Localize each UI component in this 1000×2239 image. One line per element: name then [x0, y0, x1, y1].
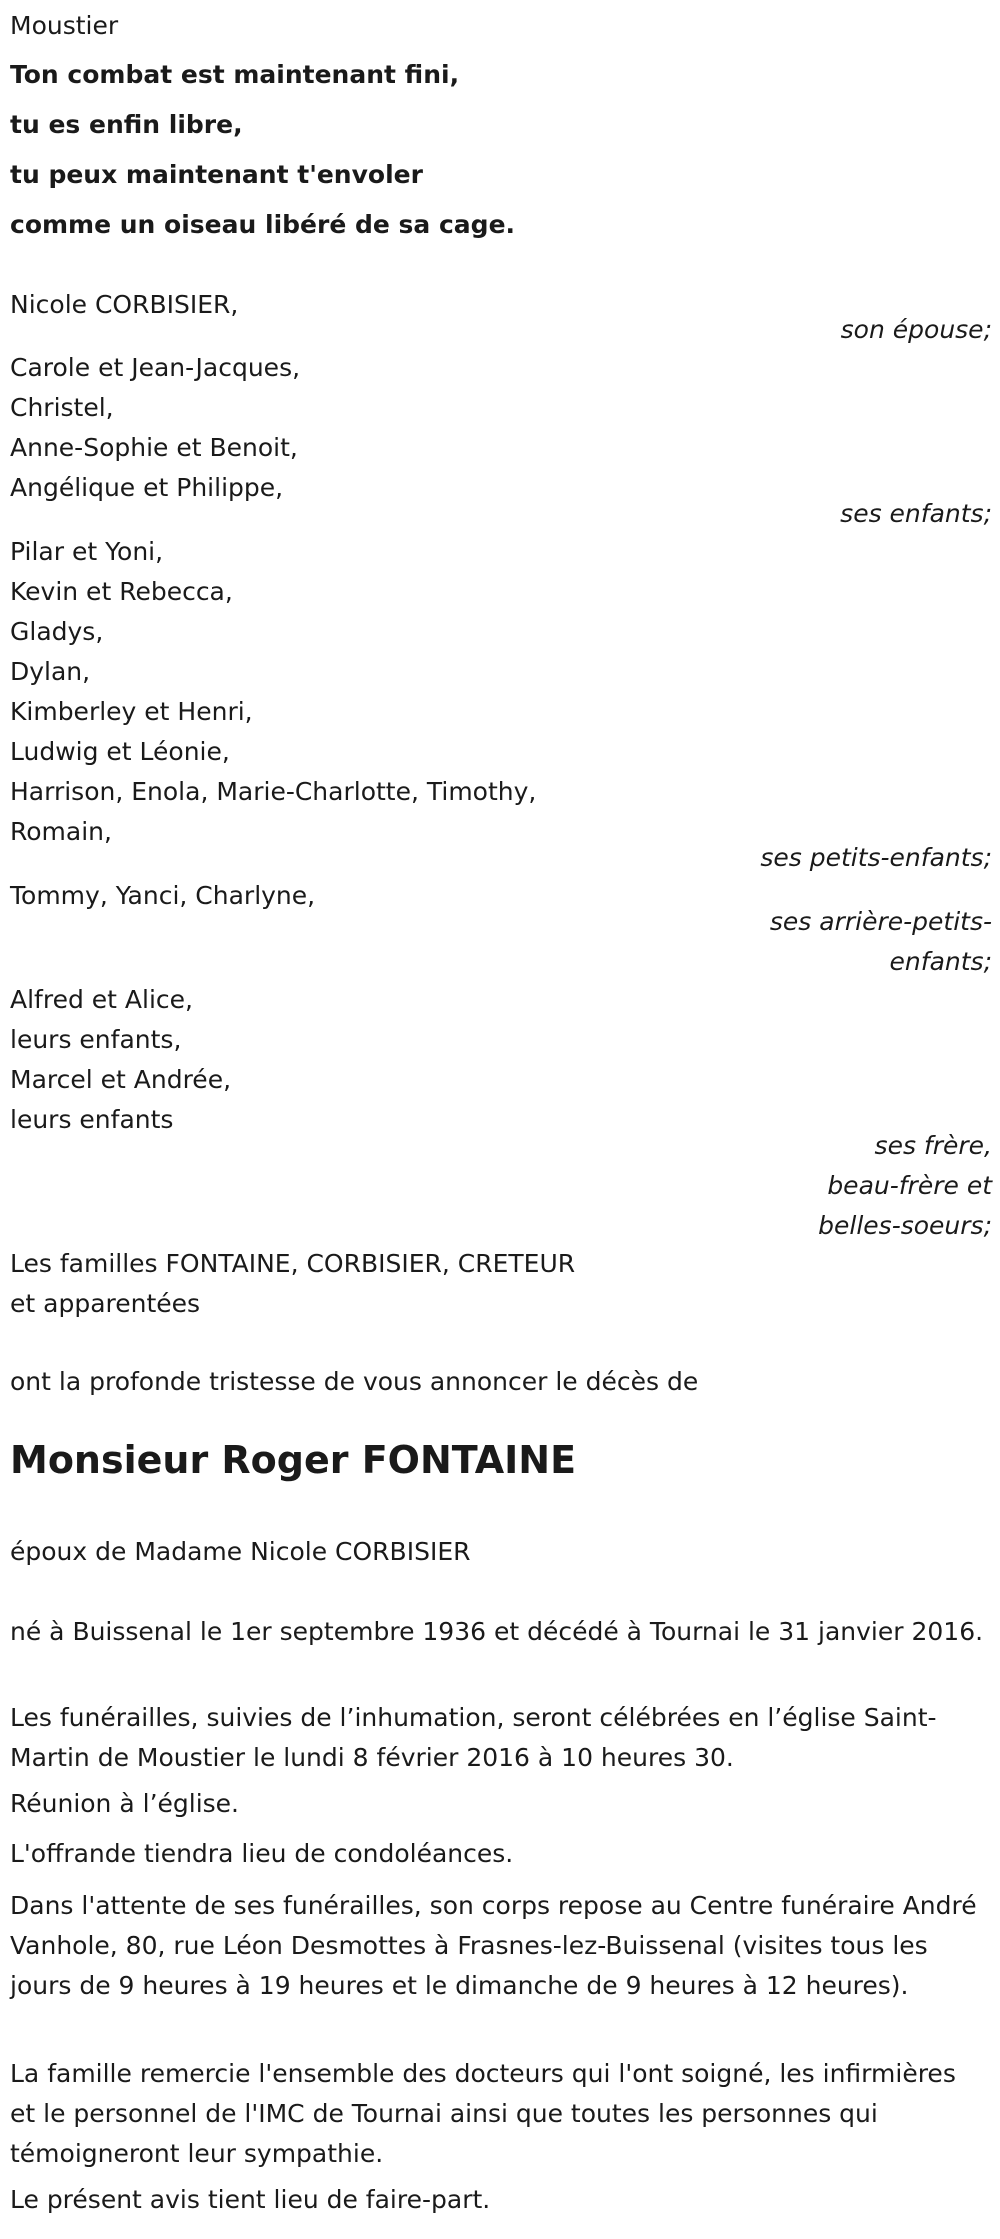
detail-birth-death: né à Buissenal le 1er septembre 1936 et décédé à Tournai le 31 janvier 2016.	[10, 1617, 984, 1646]
great-grandchild-name: Tommy, Yanci, Charlyne,	[10, 881, 316, 910]
detail-meeting: Réunion à l’église.	[10, 1789, 240, 1818]
siblings-relation: ses frère,	[874, 1131, 992, 1160]
spouse-relation: son épouse;	[840, 315, 992, 344]
deceased-name: Monsieur Roger FONTAINE	[10, 1438, 577, 1482]
announcement: ont la profonde tristesse de vous annoncer le décès de	[10, 1367, 699, 1396]
sibling-name: leurs enfants	[10, 1105, 174, 1134]
grandchild-name: Pilar et Yoni,	[10, 537, 164, 566]
poem-line: comme un oiseau libéré de sa cage.	[10, 210, 516, 239]
child-name: Carole et Jean-Jacques,	[10, 353, 301, 382]
spouse-name: Nicole CORBISIER,	[10, 290, 239, 319]
detail-funeral: Les funérailles, suivies de l’inhumation, seront célébrées en l’église Saint-Martin de Moustier le lundi 8 février 2016 à 10 heures 30.	[10, 1703, 937, 1772]
grandchild-name: Harrison, Enola, Marie-Charlotte, Timothy,	[10, 777, 537, 806]
child-name: Christel,	[10, 393, 114, 422]
poem-line: Ton combat est maintenant fini,	[10, 60, 460, 89]
grandchildren-relation: ses petits-enfants;	[760, 843, 992, 872]
detail-offering: L'offrande tiendra lieu de condoléances.	[10, 1839, 514, 1868]
sibling-name: Alfred et Alice,	[10, 985, 193, 1014]
grandchild-name: Gladys,	[10, 617, 104, 646]
detail-repose: Dans l'attente de ses funérailles, son corps repose au Centre funéraire André Vanhole, 80, rue Léon Desmottes à Frasnes-lez-Buissenal (visites tous les jours de 9 heures à 19 heures et le dimanche de 9 heures à 12 heures).	[10, 1891, 977, 2000]
grandchild-name: Kevin et Rebecca,	[10, 577, 233, 606]
sibling-name: Marcel et Andrée,	[10, 1065, 232, 1094]
poem-line: tu es enfin libre,	[10, 110, 243, 139]
sibling-name: leurs enfants,	[10, 1025, 182, 1054]
town-name: Moustier	[10, 11, 119, 40]
great-grandchildren-relation: enfants;	[889, 947, 992, 976]
grandchild-name: Romain,	[10, 817, 112, 846]
child-name: Angélique et Philippe,	[10, 473, 284, 502]
siblings-relation: beau-frère et	[827, 1171, 992, 1200]
children-relation: ses enfants;	[840, 499, 992, 528]
detail-thanks: La famille remercie l'ensemble des docteurs qui l'ont soigné, les infirmières et le personnel de l'IMC de Tournai ainsi que toutes les personnes qui témoigneront leur sympathie.	[10, 2059, 956, 2168]
siblings-relation: belles-soeurs;	[818, 1211, 992, 1240]
child-name: Anne-Sophie et Benoit,	[10, 433, 298, 462]
grandchild-name: Kimberley et Henri,	[10, 697, 253, 726]
deceased-spouse: époux de Madame Nicole CORBISIER	[10, 1537, 471, 1566]
great-grandchildren-relation: ses arrière-petits-	[769, 907, 992, 936]
grandchild-name: Dylan,	[10, 657, 91, 686]
poem-line: tu peux maintenant t'envoler	[10, 160, 423, 189]
grandchild-name: Ludwig et Léonie,	[10, 737, 230, 766]
families-line: et apparentées	[10, 1289, 201, 1318]
detail-notice: Le présent avis tient lieu de faire-part.	[10, 2185, 491, 2214]
families-line: Les familles FONTAINE, CORBISIER, CRETEUR	[10, 1249, 576, 1278]
